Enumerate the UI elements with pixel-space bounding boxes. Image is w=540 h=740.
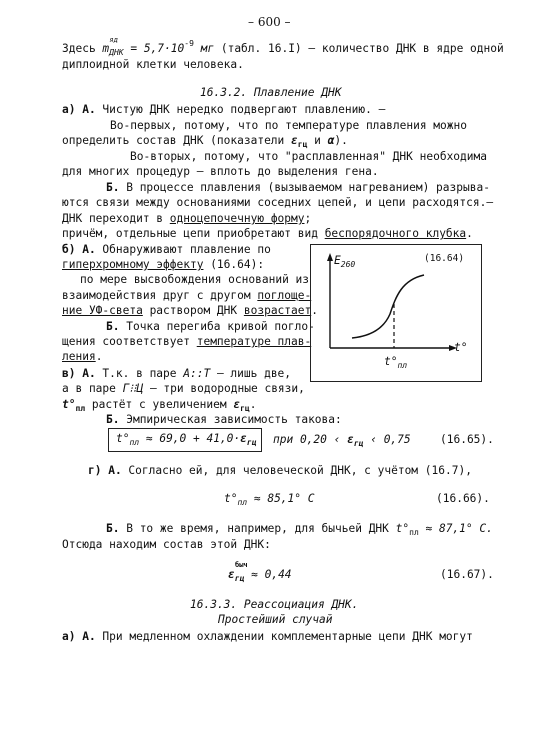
equation-number: (16.67). xyxy=(440,568,494,581)
formula-16-66: $t^\circ_{пл} \approx 85,1^\circ$ С xyxy=(224,492,315,507)
text-line: в) А. Т.к. в паре А::Т – лишь две, xyxy=(62,367,292,380)
formula-16-67: ε быч $_{гц}$ ≈ 0,44 xyxy=(228,561,292,583)
y-axis-label: $E_{260}$ xyxy=(334,254,356,269)
text-line: а в паре Г⁝⁝Ц – три водородные связи, xyxy=(62,382,305,395)
equation-number: (16.65). xyxy=(440,433,494,446)
text-line: ются связи между основаниями соседних цепей, и цепи расходятся.– xyxy=(62,196,494,209)
text-line: ние УФ-света раствором ДНК возрастает. xyxy=(62,304,318,317)
text-line: Во-первых, потому, что по температуре плавления можно xyxy=(110,119,467,132)
melting-curve xyxy=(352,275,424,338)
text-line: определить состав ДНК (показатели $\varepsilon_{гц}$ и α). xyxy=(62,134,348,149)
text-line: Во-вторых, потому, что "расплавленная" ДНК необходима xyxy=(130,150,487,163)
text-line: $t^\circ_{пл}$ растёт с увеличением $\varepsilon_{гц}$. xyxy=(62,398,257,413)
formula-condition: при 0,20 ‹ $\varepsilon_{гц}$ ‹ 0,75 xyxy=(273,433,411,448)
text-line: взаимодействия друг с другом поглоще- xyxy=(62,289,312,302)
text-line: диплоидной клетки человека. xyxy=(62,58,244,71)
text-line: Б. В то же время, например, для бычьей ДНК $t^\circ_{пл} \approx 87,1^\circ$ С. xyxy=(106,522,493,537)
text-line: ДНК переходит в одноцепочечную форму; xyxy=(62,212,312,225)
section-subtitle: Простейший случай xyxy=(218,613,333,626)
x-tick-label: $t^\circ_{пл}$ xyxy=(384,355,408,370)
formula-16-65: $t^\circ_{пл} \approx 69,0 + 41,0\cdot\varepsilon_{гц}$ xyxy=(116,432,257,447)
text-line: Отсюда находим состав этой ДНК: xyxy=(62,538,271,551)
page-number: – 600 – xyxy=(248,15,291,29)
text-line: для многих процедур – вплоть до выделения гена. xyxy=(62,165,379,178)
text-line: ления. xyxy=(62,350,103,363)
text-line: щения соответствует температуре плав- xyxy=(62,335,312,348)
text-line: по мере высвобождения оснований из xyxy=(80,273,310,286)
y-axis-arrow xyxy=(327,253,333,261)
section-title: 16.3.2. Плавление ДНК xyxy=(200,86,342,99)
text-line: Б. Эмпирическая зависимость такова: xyxy=(106,413,342,426)
equation-number: (16.64) xyxy=(424,253,465,264)
text-line: причём, отдельные цепи приобретают вид беспорядочного клубка. xyxy=(62,227,473,240)
text-line: гиперхромному эффекту (16.64): xyxy=(62,258,265,271)
text-line: Б. В процессе плавления (вызываемом нагреванием) разрыва- xyxy=(106,181,490,194)
equation-number: (16.66). xyxy=(436,492,490,505)
text-line: б) А. Обнаруживают плавление по xyxy=(62,243,271,256)
text-line: Здесь m яд $_{ДНК} = 5,7\cdot 10^{-9}$ мг (табл. 16.I) – количество ДНК в ядре одной xyxy=(62,36,504,57)
text-line: Б. Точка перегиба кривой погло- xyxy=(106,320,315,333)
text-line: а) А. Чистую ДНК нередко подвергают плавлению. – xyxy=(62,103,386,116)
text-line: а) А. При медленном охлаждении комплементарные цепи ДНК могут xyxy=(62,630,473,643)
text-line: г) А. Согласно ей, для человеческой ДНК, с учётом (16.7), xyxy=(88,464,472,477)
section-title: 16.3.3. Реассоциация ДНК. xyxy=(190,598,359,611)
x-axis-label: t° xyxy=(454,341,468,354)
